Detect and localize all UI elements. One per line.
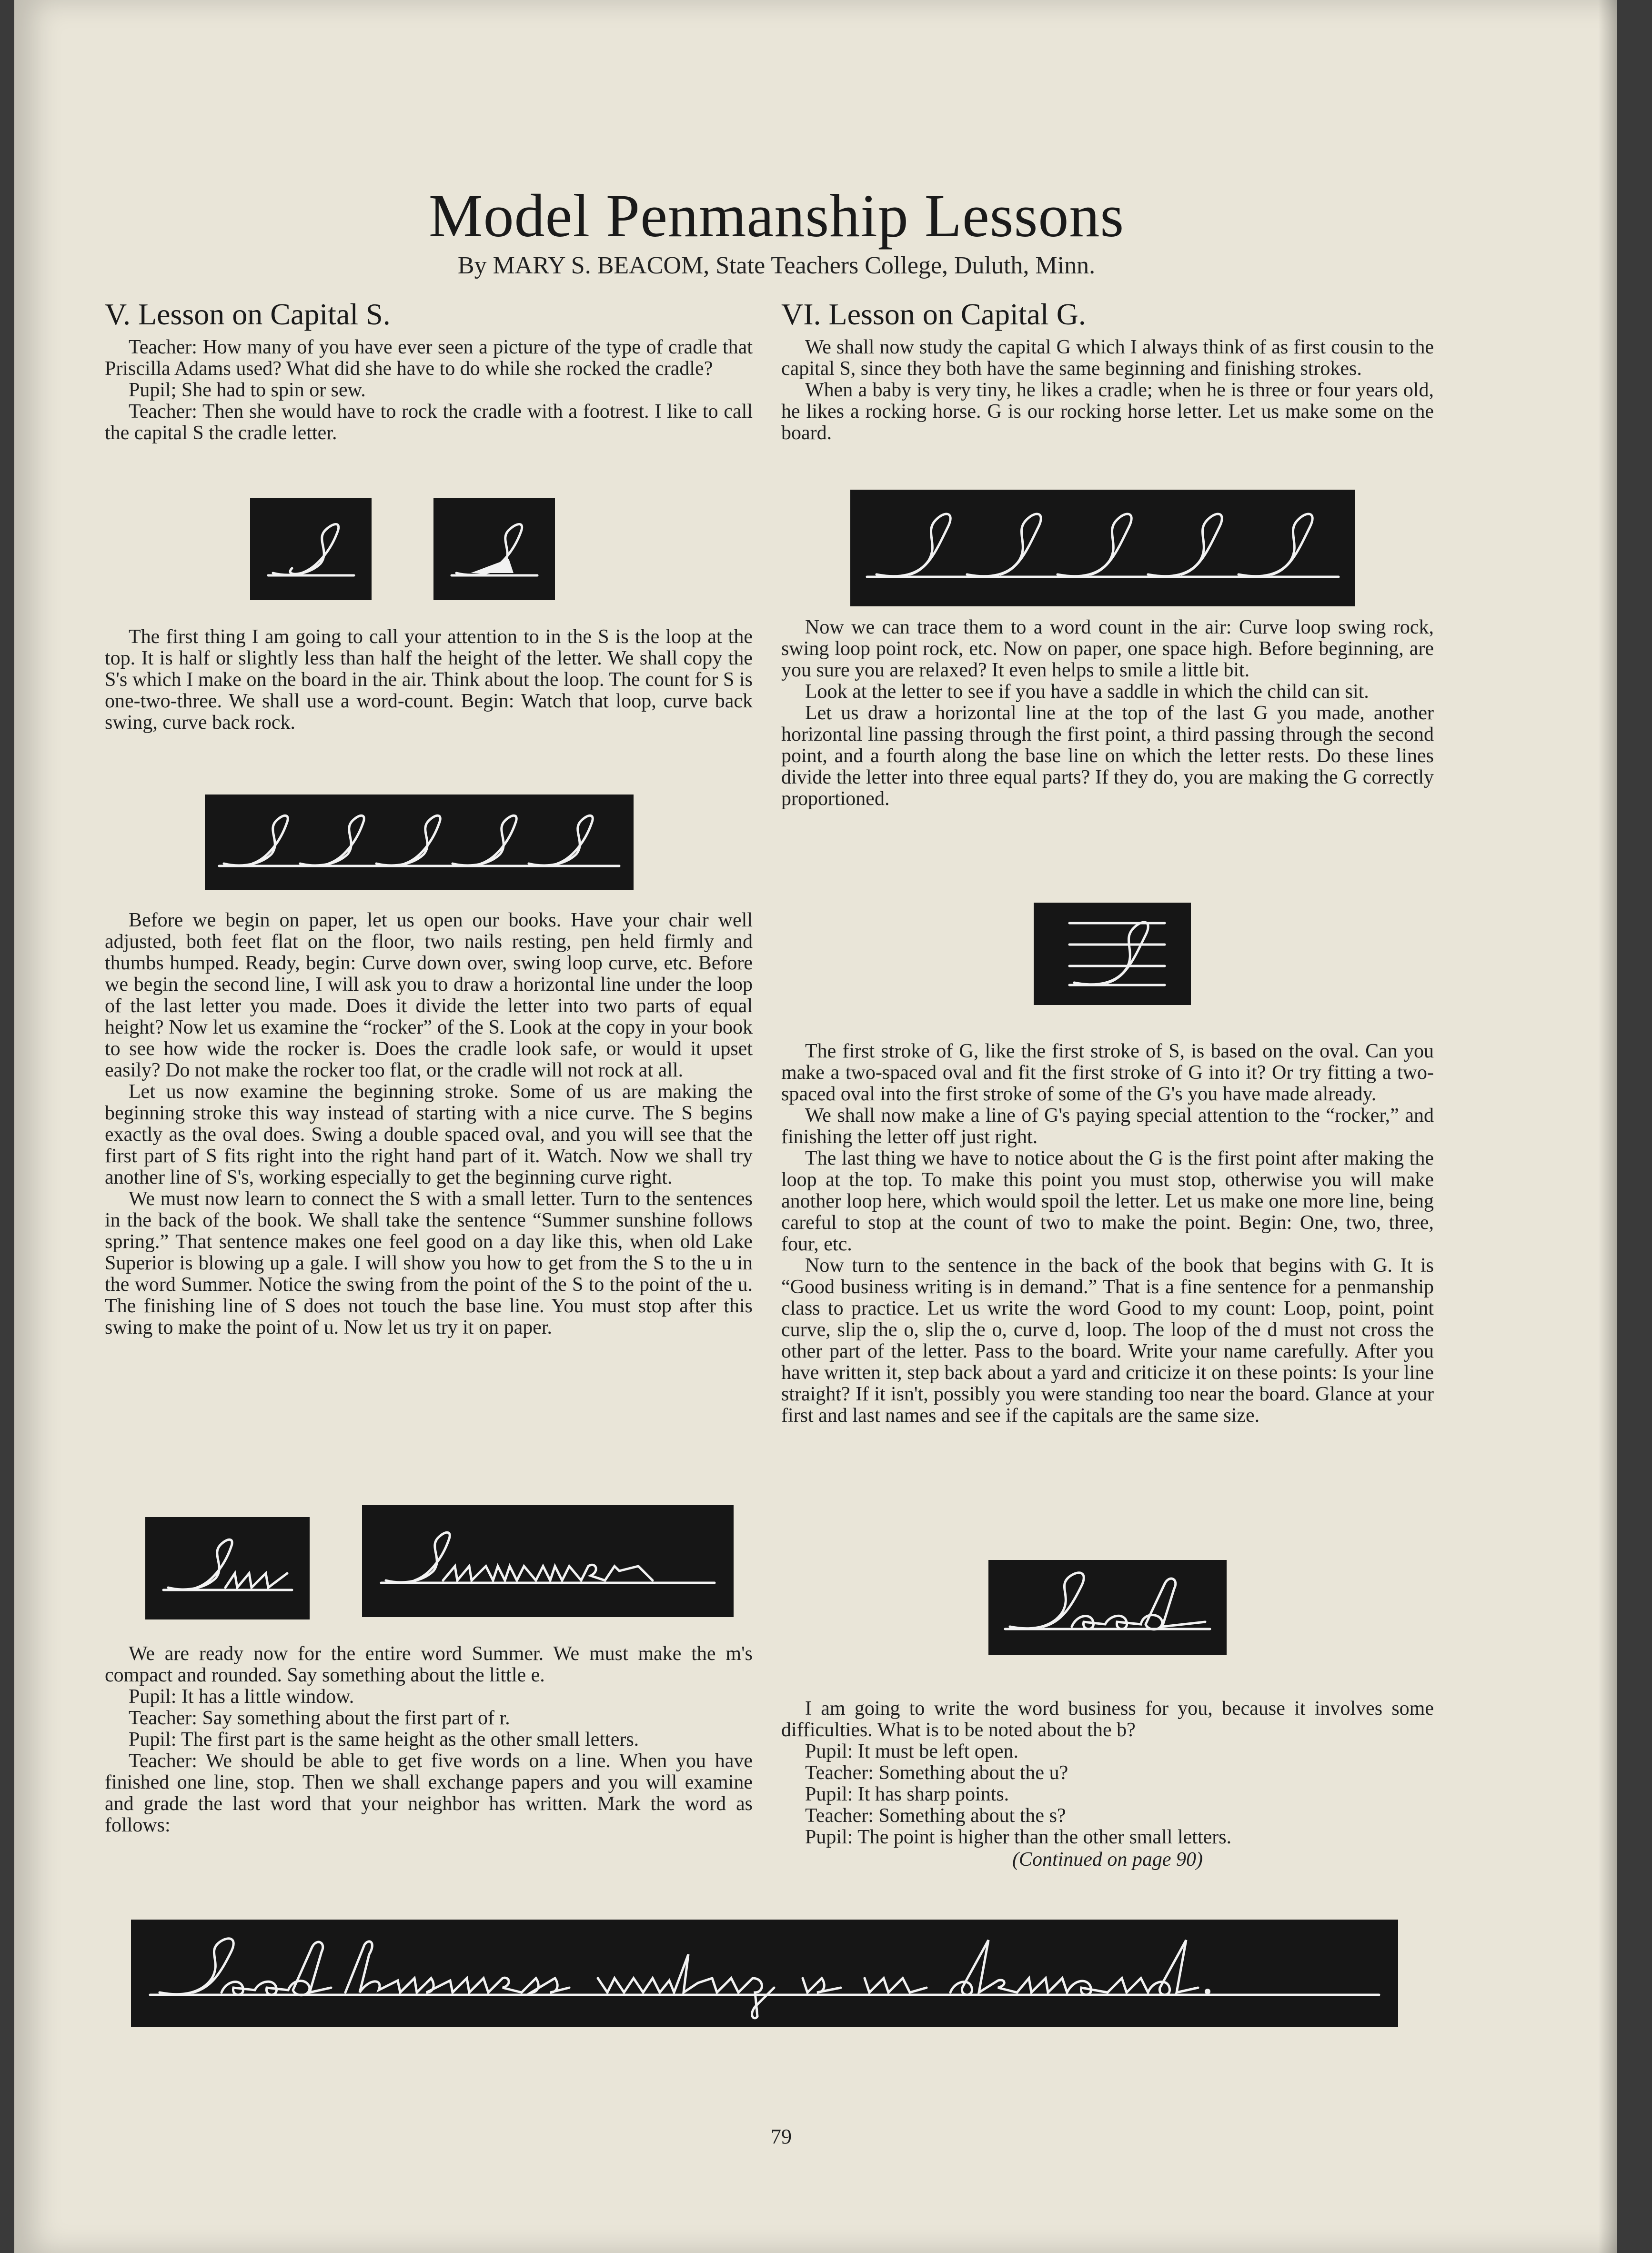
page-number: 79 xyxy=(771,2125,792,2148)
lesson-g-intro xyxy=(781,298,1434,444)
specimen-sentence-banner xyxy=(131,1920,1398,2027)
capital-s-cradle-glyph xyxy=(442,506,547,592)
specimen-row-g xyxy=(850,490,1355,606)
specimen-summer xyxy=(362,1505,734,1617)
paragraph: We are ready now for the entire word Summer. We must make the m's compact and rounded. Say something about the little e. xyxy=(105,1643,753,1686)
paragraph: Before we begin on paper, let us open our books. Have your chair well adjusted, both feet flat on the floor, two nails resting, pen held firmly and thumbs humped. Ready, begin: Curve down over, swing loop curve, etc. Before we begin the second line, I will ask you to draw a horizontal line under the loop of the last letter you made. Does it divide the letter into two parts of equal height? Now let us examine the “rocker” of the S. Look at the copy in your book to see how wide the rocker is. Does the cradle look safe, or would it upset easily? Do not make the rocker too flat, or the cradle will not rock at all. xyxy=(105,909,753,1081)
specimen-capital-s-cradle xyxy=(433,498,555,600)
paragraph: The last thing we have to notice about the G is the first point after making the loop at the top. To make this point you must stop, otherwise you will make another loop here, which would spoil the letter. Let us make one more line, being careful to stop at the count of two to make the point. Begin: One, two, three, four, etc. xyxy=(781,1147,1434,1255)
paragraph: We must now learn to connect the S with a small letter. Turn to the sentences in the back of the book. We shall take the sentence “Summer sunshine follows spring.” That sentence makes one feel good on a day like this, when old Lake Superior is blowing up a gale. I will show you how to get from the S to the u in the word Summer. Notice the swing from the point of the S to the point of the u. The finishing line of S does not touch the base line. You must stop after this swing to make the point of u. Now let us try it on paper. xyxy=(105,1188,753,1338)
paragraph: Teacher: Something about the s? xyxy=(805,1805,1066,1827)
byline: By MARY S. BEACOM, State Teachers College, Duluth, Minn. xyxy=(457,252,1096,279)
lesson-s-practice xyxy=(105,910,753,1338)
continued-note: (Continued on page 90) xyxy=(1012,1849,1203,1871)
paragraph: Teacher: We should be able to get five words on a line. When you have finished one line, stop. Then we shall exchange papers and you will examine and grade the last word that your neighbor has written. Mark the word as follows: xyxy=(105,1750,753,1836)
paragraph: Let us draw a horizontal line at the top of the last G you made, another horizontal line passing through the first point, a third passing through the second point, and a fourth along the base line on which the letter rests. Do these lines divide the letter into three equal parts? If they do, you are making the G correctly proportioned. xyxy=(781,702,1434,810)
magazine-page xyxy=(14,0,1617,2253)
specimen-su xyxy=(145,1517,310,1619)
paragraph: When a baby is very tiny, he likes a cradle; when he is three or four years old, he likes a rocking horse. G is our rocking horse letter. Let us make some on the board. xyxy=(781,379,1434,444)
paragraph: Pupil; She had to spin or sew. xyxy=(129,379,366,402)
paragraph: Teacher: Something about the u? xyxy=(805,1762,1068,1784)
capital-s-glyph xyxy=(259,506,363,592)
paragraph: The first stroke of G, like the first stroke of S, is based on the oval. Can you make a two-spaced oval and fit the first stroke of G into it? Or try fitting a two-spaced oval into the first stroke of some of the G's you have made already. xyxy=(781,1040,1434,1105)
paragraph: We shall now study the capital G which I always think of as first cousin to the capital S, since they both have the same beginning and finishing strokes. xyxy=(781,336,1434,380)
paragraph: Teacher: Then she would have to rock the cradle with a footrest. I like to call the capital S the cradle letter. xyxy=(105,401,753,444)
lesson-s-body xyxy=(105,626,753,734)
page-title: Model Penmanship Lessons xyxy=(428,182,1125,250)
lesson-s-summer xyxy=(105,1643,753,1836)
paragraph: Teacher: Say something about the first part of r. xyxy=(129,1707,510,1729)
g-row-glyphs xyxy=(862,498,1343,598)
specimen-row-s xyxy=(205,795,634,890)
paragraph: Pupil: It has a little window. xyxy=(129,1686,354,1708)
paragraph: Pupil: The first part is the same height as the other small letters. xyxy=(129,1729,639,1750)
paragraph: Pupil: The point is higher than the other small letters. xyxy=(805,1826,1232,1848)
s-row-glyphs xyxy=(214,802,624,883)
paragraph: Let us now examine the beginning stroke. Some of us are making the beginning stroke this way instead of starting with a nice curve. The S begins exactly as the oval does. Swing a double spaced oval, and you will see that the first part of S fits right into the right hand part of it. Watch. Now we shall try another line of S's, working especially to get the beginning curve right. xyxy=(105,1081,753,1188)
paragraph: Now turn to the sentence in the back of the book that begins with G. It is “Good business writing is in demand.” That is a fine sentence for a penmanship class to practice. Let us write the word Good to my count: Loop, point, point curve, slip the o, slip the o, curve d, loop. The loop of the d must not cross the other part of the letter. Pass to the board. Write your name carefully. After you have written it, step back about a yard and criticize it on these points: Is your line straight? If it isn't, possibly you were standing too near the board. Glance at your first and last names and see if the capitals are the same size. xyxy=(781,1255,1434,1427)
lesson-g-body xyxy=(781,617,1434,810)
paragraph: Pupil: It must be left open. xyxy=(805,1740,1018,1762)
paragraph: Now we can trace them to a word count in the air: Curve loop swing rock, swing loop point rock, etc. Now on paper, one space high. Before beginning, are you sure you are relaxed? It even helps to smile a little bit. xyxy=(781,616,1434,681)
lesson-s-heading: V. Lesson on Capital S. xyxy=(105,297,391,331)
good-glyph xyxy=(996,1565,1219,1650)
g-proportion-glyph xyxy=(1041,909,1184,999)
paragraph: The first thing I am going to call your attention to in the S is the loop at the top. It is half or slightly less than half the height of the letter. We shall copy the S's which I make on the board in the air. Think about the loop. The count for S is one-two-three. We shall use a word-count. Begin: Watch that loop, curve back swing, curve back rock. xyxy=(105,626,753,734)
lesson-g-business xyxy=(781,1698,1434,1871)
paragraph: We shall now make a line of G's paying special attention to the “rocker,” and finishing the letter off just right. xyxy=(781,1105,1434,1148)
paragraph: Look at the letter to see if you have a saddle in which the child can sit. xyxy=(805,681,1369,703)
sentence-glyphs xyxy=(141,1926,1389,2021)
paragraph: Teacher: How many of you have ever seen a picture of the type of cradle that Priscilla Adams used? What did she have to do while she rocked the cradle? xyxy=(105,336,753,380)
paragraph: I am going to write the word business for you, because it involves some difficulties. What is to be noted about the b? xyxy=(781,1698,1434,1741)
paragraph: Pupil: It has sharp points. xyxy=(805,1783,1009,1805)
lesson-g-details xyxy=(781,1041,1434,1427)
lesson-g-heading: VI. Lesson on Capital G. xyxy=(781,297,1086,331)
specimen-good xyxy=(988,1560,1227,1655)
specimen-g-proportion xyxy=(1034,903,1191,1005)
specimen-capital-s xyxy=(250,498,372,600)
summer-glyph xyxy=(372,1514,724,1609)
lesson-s-intro xyxy=(105,298,753,444)
su-glyph xyxy=(154,1526,302,1611)
